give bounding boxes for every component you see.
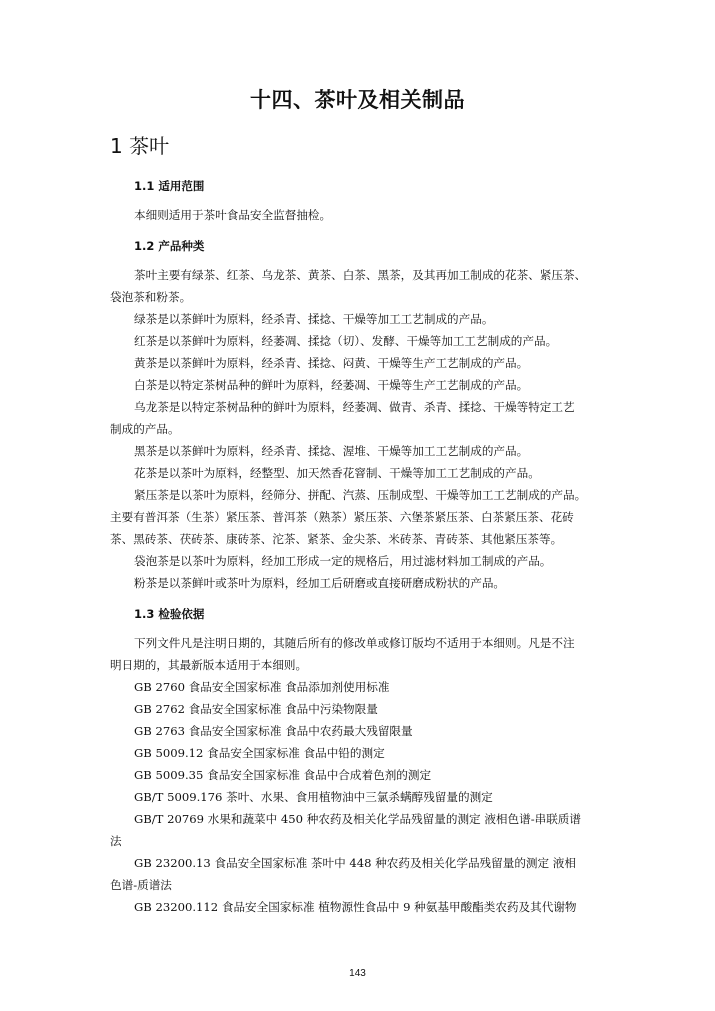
standard-item: GB 2762 食品安全国家标准 食品中污染物限量 (134, 702, 378, 716)
subsection-heading-basis: 1.3 检验依据 (134, 607, 205, 621)
paragraph-pressed-line2: 主要有普洱茶（生茶）紧压茶、普洱茶（熟茶）紧压茶、六堡茶紧压茶、白茶紧压茶、花砖 (110, 510, 574, 524)
section-heading: 1 茶叶 (110, 134, 170, 158)
paragraph-intro-line2: 袋泡茶和粉茶。 (110, 290, 192, 304)
standard-item: GB/T 20769 水果和蔬菜中 450 种农药及相关化学品残留量的测定 液相色谱-串联质谱 (134, 812, 581, 826)
paragraph-flower-tea: 花茶是以茶叶为原料，经整型、加天然香花窨制、干燥等加工工艺制成的产品。 (134, 466, 540, 480)
paragraph-basis-line1: 下列文件凡是注明日期的，其随后所有的修改单或修订版均不适用于本细则。凡是不注 (134, 636, 575, 650)
paragraph-bag-tea: 袋泡茶是以茶叶为原料，经加工形成一定的规格后，用过滤材料加工制成的产品。 (134, 554, 552, 568)
paragraph-green-tea: 绿茶是以茶鲜叶为原料，经杀青、揉捻、干燥等加工工艺制成的产品。 (134, 312, 494, 326)
paragraph-oolong-line1: 乌龙茶是以特定茶树品种的鲜叶为原料，经萎凋、做青、杀青、揉捻、干燥等特定工艺 (134, 400, 575, 414)
subsection-heading-scope: 1.1 适用范围 (134, 179, 205, 193)
paragraph-red-tea: 红茶是以茶鲜叶为原料，经萎凋、揉捻（切）、发酵、干燥等加工工艺制成的产品。 (134, 334, 558, 348)
paragraph-oolong-line2: 制成的产品。 (110, 422, 180, 436)
paragraph-yellow-tea: 黄茶是以茶鲜叶为原料，经杀青、揉捻、闷黄、干燥等生产工艺制成的产品。 (134, 356, 529, 370)
standard-item: GB 2763 食品安全国家标准 食品中农药最大残留限量 (134, 724, 413, 738)
standard-item-continuation: 法 (110, 834, 122, 848)
paragraph-white-tea: 白茶是以特定茶树品种的鲜叶为原料，经萎凋、干燥等生产工艺制成的产品。 (134, 378, 529, 392)
standard-item: GB 2760 食品安全国家标准 食品添加剂使用标准 (134, 680, 390, 694)
paragraph-basis-line2: 明日期的，其最新版本适用于本细则。 (110, 658, 308, 672)
standard-item-continuation: 色谱-质谱法 (110, 878, 172, 892)
paragraph-pressed-line3: 茶、黑砖茶、茯砖茶、康砖茶、沱茶、紧茶、金尖茶、米砖茶、青砖茶、其他紧压茶等。 (110, 532, 563, 546)
paragraph-powder-tea: 粉茶是以茶鲜叶或茶叶为原料，经加工后研磨或直接研磨成粉状的产品。 (134, 576, 506, 590)
standard-item: GB 23200.112 食品安全国家标准 植物源性食品中 9 种氨基甲酸酯类农药及其代谢物 (134, 900, 577, 914)
page-number: 143 (349, 968, 366, 979)
paragraph-scope: 本细则适用于茶叶食品安全监督抽检。 (134, 208, 332, 222)
standard-item: GB/T 5009.176 茶叶、水果、食用植物油中三氯杀螨醇残留量的测定 (134, 790, 493, 804)
paragraph-pressed-line1: 紧压茶是以茶叶为原料，经筛分、拼配、汽蒸、压制成型、干燥等加工工艺制成的产品。 (134, 488, 587, 502)
standard-item: GB 5009.35 食品安全国家标准 食品中合成着色剂的测定 (134, 768, 432, 782)
chapter-title: 十四、茶叶及相关制品 (250, 88, 465, 112)
standard-item: GB 23200.13 食品安全国家标准 茶叶中 448 种农药及相关化学品残留量的测定 液相 (134, 856, 576, 870)
paragraph-intro-line1: 茶叶主要有绿茶、红茶、乌龙茶、黄茶、白茶、黑茶，及其再加工制成的花茶、紧压茶、 (134, 268, 587, 282)
paragraph-dark-tea: 黑茶是以茶鲜叶为原料，经杀青、揉捻、渥堆、干燥等加工工艺制成的产品。 (134, 444, 529, 458)
subsection-heading-types: 1.2 产品种类 (134, 239, 205, 253)
standard-item: GB 5009.12 食品安全国家标准 食品中铅的测定 (134, 746, 385, 760)
